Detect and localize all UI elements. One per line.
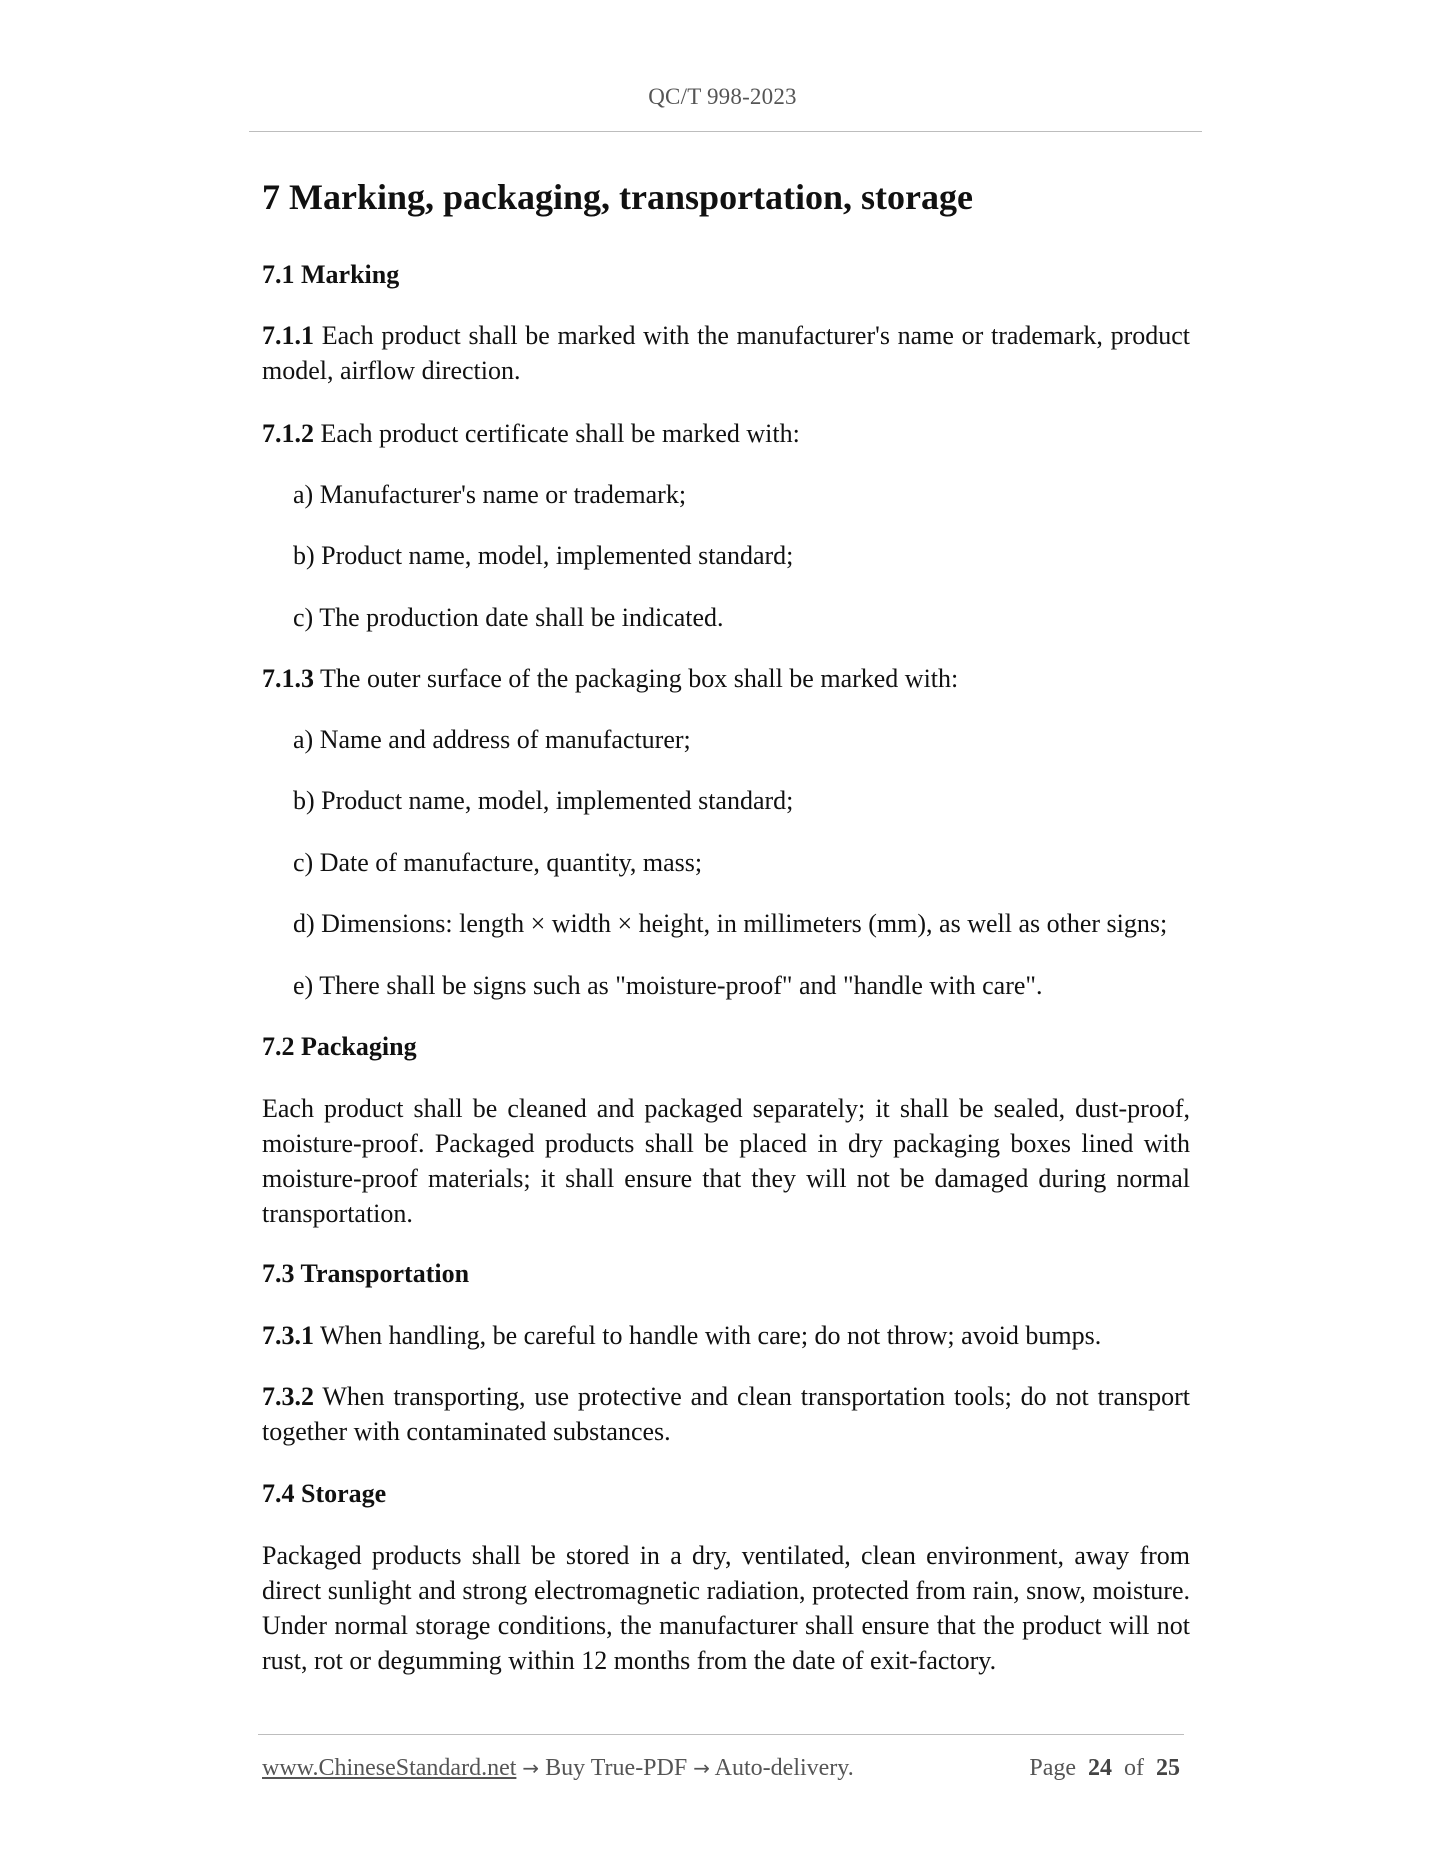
page-footer	[262, 1755, 1180, 1785]
heading-7-2-packaging: 7.2 Packaging	[262, 1032, 417, 1061]
clause-text: Each product shall be marked with the manufacturer's name or trademark, product model, airflow direction.	[262, 321, 1190, 385]
document-code-header: QC/T 998-2023	[648, 84, 797, 109]
list-item: b) Product name, model, implemented standard;	[293, 786, 794, 815]
clause-7-1-1	[262, 318, 1190, 388]
clause-7-1-2	[262, 416, 1190, 451]
page-current: 24	[1088, 1755, 1112, 1781]
page-total: 25	[1156, 1755, 1180, 1781]
clause-text: Each product certificate shall be marked with:	[314, 419, 800, 448]
list-item: c) Date of manufacture, quantity, mass;	[293, 848, 703, 877]
heading-7-3-transportation: 7.3 Transportation	[262, 1259, 470, 1288]
footer-step-buy: Buy True-PDF	[545, 1755, 688, 1781]
arrow-right-icon: →	[693, 1756, 710, 1780]
list-item: a) Manufacturer's name or trademark;	[293, 480, 687, 509]
clause-7-3-1	[262, 1318, 1190, 1353]
clause-number: 7.1.2	[262, 419, 314, 448]
footer-step-delivery: Auto-delivery.	[714, 1755, 854, 1781]
footer-promo	[262, 1755, 854, 1782]
clause-number: 7.1.1	[262, 321, 314, 350]
clause-number: 7.3.2	[262, 1382, 314, 1411]
clause-7-3-2	[262, 1379, 1190, 1449]
heading-7-1-marking: 7.1 Marking	[262, 260, 400, 289]
page-indicator	[1029, 1755, 1180, 1782]
storage-paragraph: Packaged products shall be stored in a dry, ventilated, clean environment, away from direct sunlight and strong electromagnetic radiation, protected from rain, snow, moisture. Under normal storage conditions, the manufacturer shall ensure that the product will not rust, rot or degumming within 12 months from the date of exit-factory.	[262, 1541, 1190, 1675]
clause-text: When transporting, use protective and clean transportation tools; do not transport together with contaminated substances.	[262, 1382, 1190, 1446]
packaging-paragraph: Each product shall be cleaned and packaged separately; it shall be sealed, dust-proof, moisture-proof. Packaged products shall be placed in dry packaging boxes lined with moisture-proof materials; it shall ensure that they will not be damaged during normal transportation.	[262, 1094, 1190, 1228]
list-item: a) Name and address of manufacturer;	[293, 725, 691, 754]
page-of-label: of	[1124, 1755, 1144, 1781]
page-label: Page	[1029, 1755, 1076, 1781]
arrow-right-icon: →	[522, 1756, 540, 1780]
website-link[interactable]: www.ChineseStandard.net	[262, 1755, 517, 1781]
clause-7-1-3	[262, 661, 1190, 696]
footer-divider	[258, 1734, 1184, 1735]
header-divider	[249, 131, 1202, 132]
section-title: 7 Marking, packaging, transportation, storage	[262, 177, 973, 217]
clause-number: 7.3.1	[262, 1321, 314, 1350]
clause-text: When handling, be careful to handle with care; do not throw; avoid bumps.	[314, 1321, 1102, 1350]
clause-text: The outer surface of the packaging box shall be marked with:	[314, 664, 959, 693]
list-item: b) Product name, model, implemented standard;	[293, 541, 794, 570]
list-item: d) Dimensions: length × width × height, in millimeters (mm), as well as other signs;	[293, 909, 1168, 938]
clause-number: 7.1.3	[262, 664, 314, 693]
list-item: e) There shall be signs such as "moisture-proof" and "handle with care".	[293, 971, 1043, 1000]
heading-7-4-storage: 7.4 Storage	[262, 1479, 387, 1508]
list-item: c) The production date shall be indicated.	[293, 603, 724, 632]
